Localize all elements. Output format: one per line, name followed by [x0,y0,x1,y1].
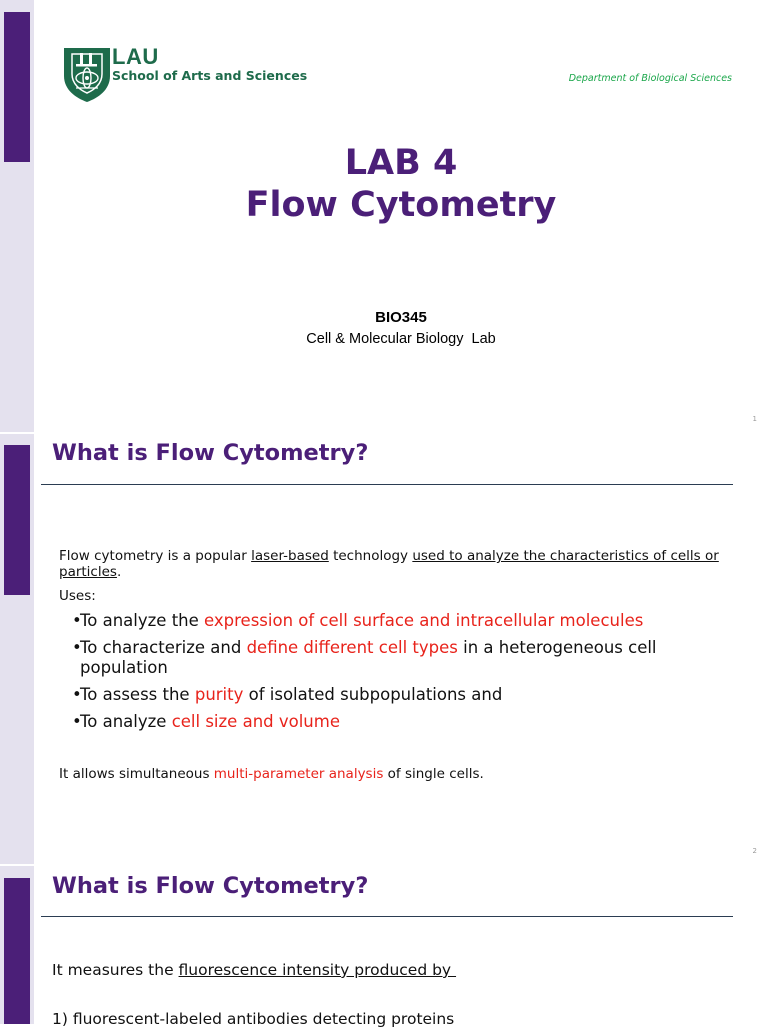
list-item-text [80,712,340,732]
page-number: 2 [752,847,757,855]
intro-paragraph [59,548,719,580]
intro-underlined: laser-based [251,548,329,564]
list-item-text: To analyze [80,712,172,731]
logo-wordmark: LAU [112,44,159,69]
list-item [72,638,712,678]
body-text-underlined: fluorescence intensity produced by [178,961,457,979]
list-item-text: To assess the [80,685,195,704]
uses-label: Uses: [59,588,96,604]
note-highlight: multi-parameter analysis [213,766,384,782]
list-item [72,712,712,732]
course-name: Cell & Molecular Biology Lab [306,331,496,347]
heading-divider [41,484,733,485]
list-item-text: To analyze the [80,611,205,630]
intro-text: technology [328,548,413,564]
list-item-highlight: cell size and volume [171,712,340,731]
note-text: It allows simultaneous [59,766,214,782]
summary-note [59,766,484,782]
accent-bar [4,12,30,162]
note-text: of single cells. [383,766,484,782]
list-item-text: To characterize and [80,638,247,657]
slide-heading: What is Flow Cytometry? [52,873,369,899]
bullet-marker: • [72,685,82,704]
body-text [52,961,456,979]
slide-heading: What is Flow Cytometry? [52,440,369,466]
list-item-highlight: expression of cell surface and intracellular molecules [204,611,644,630]
logo-school-name: School of Arts and Sciences [112,68,308,83]
uses-list [72,611,712,739]
list-item [72,611,712,631]
bullet-marker: • [72,611,82,630]
accent-bar [4,878,30,1024]
title-line-2: Flow Cytometry [245,185,557,225]
intro-text: Flow cytometry is a popular [59,548,252,564]
list-item-text [80,685,502,705]
intro-text: . [116,564,122,580]
course-code: BIO345 [375,309,427,326]
list-item-highlight: purity [194,685,244,704]
bullet-marker: • [72,712,82,731]
list-item-text: in a heterogeneous cell population [80,638,657,677]
accent-bar [4,445,30,595]
slide-title [34,142,768,226]
list-item-text [80,638,712,678]
list-item [72,685,712,705]
list-item-text: of isolated subpopulations and [243,685,503,704]
list-item-highlight: define different cell types [246,638,458,657]
department-label: Department of Biological Sciences [568,73,732,84]
heading-divider [41,916,733,917]
title-slide [0,0,768,432]
bullet-marker: • [72,638,82,657]
intro-underlined: used to analyze the characteristics of cells or particles [59,548,719,580]
title-line-1: LAB 4 [344,143,458,183]
list-item-text [80,611,643,631]
logo-text [112,46,307,83]
page-number: 1 [752,415,757,423]
body-text-plain: It measures the [52,961,179,979]
numbered-item: 1) fluorescent-labeled antibodies detecting proteins [52,1010,455,1028]
